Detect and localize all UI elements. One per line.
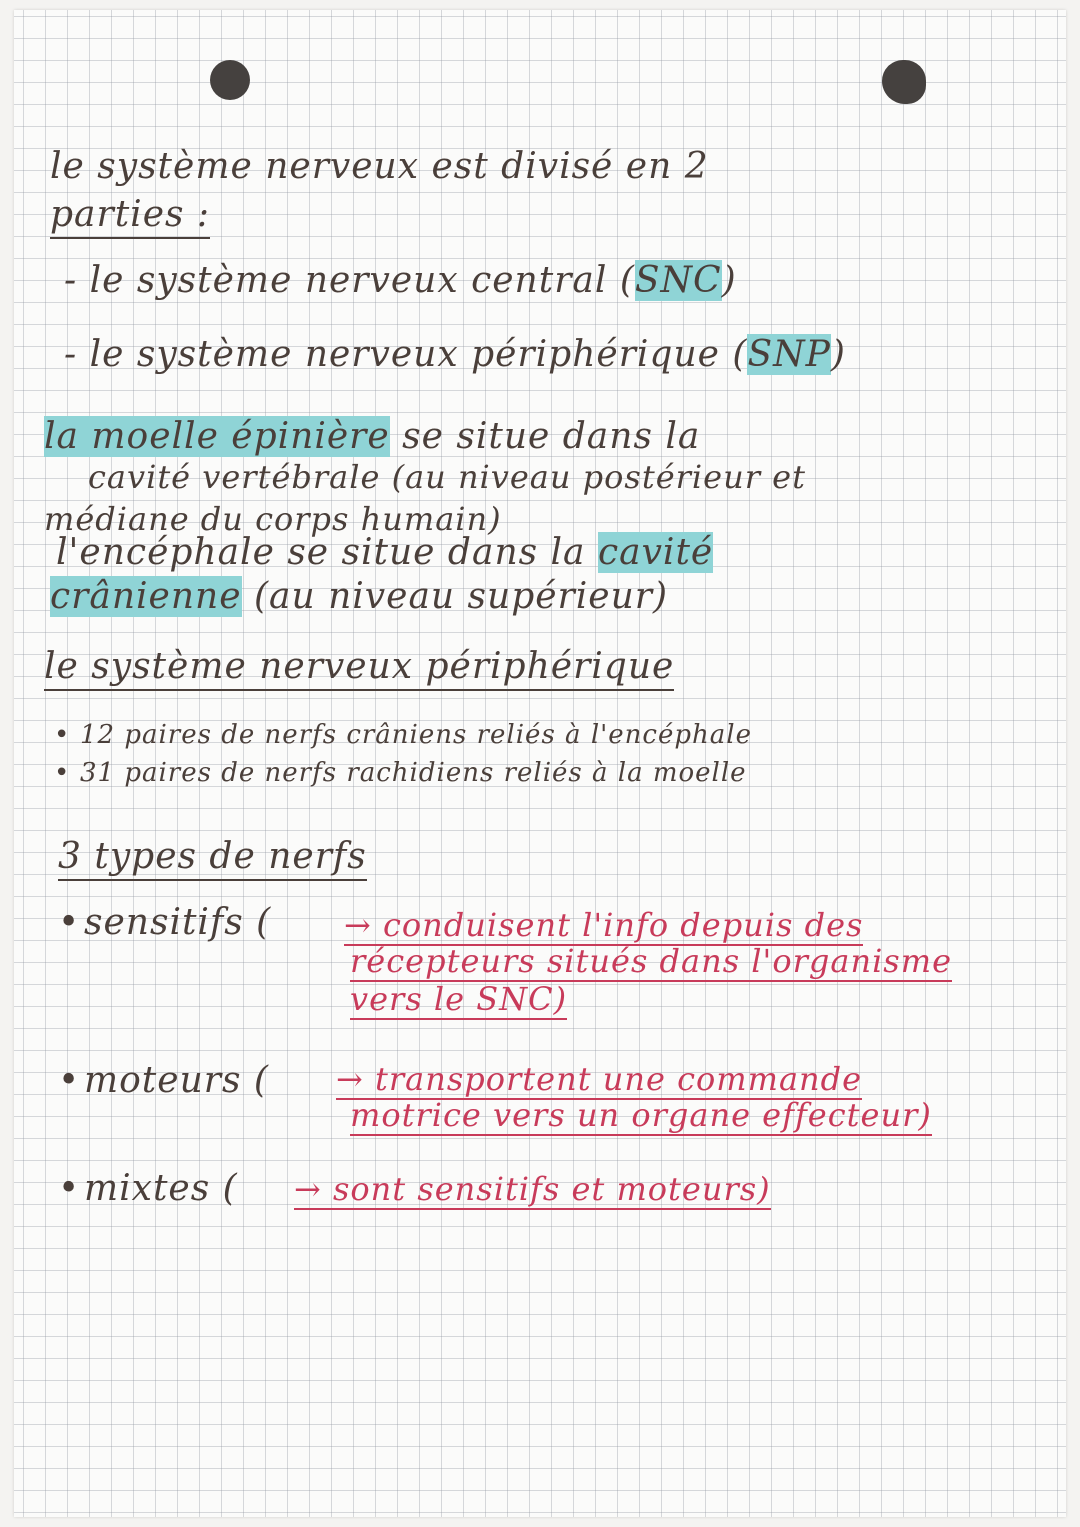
type-sensitifs-desc-2: récepteurs situés dans l'organisme [350, 942, 952, 980]
grid-paper-sheet [14, 10, 1066, 1517]
types-title: 3 types de nerfs [58, 836, 367, 877]
moelle-line2: cavité vertébrale (au niveau postérieur et [88, 458, 806, 496]
snp-title: le système nerveux périphérique [44, 646, 674, 687]
type-moteurs-desc-1: → transportent une commande [336, 1060, 863, 1098]
intro-line1: le système nerveux est divisé en 2 [50, 146, 709, 187]
type-sensitifs-desc-1: → conduisent l'info depuis des [344, 906, 864, 944]
type-sensitifs-name: • sensitifs ( [58, 902, 272, 943]
moelle-line1: la moelle épinière se situe dans la [44, 416, 701, 457]
punch-hole-right [882, 60, 926, 104]
intro-line2: parties : [50, 194, 210, 235]
part-snp: - le système nerveux périphérique (SNP) [64, 334, 846, 375]
type-moteurs-name: • moteurs ( [58, 1060, 269, 1101]
snp-item-1: • 12 paires de nerfs crâniens reliés à l'encéphale [54, 720, 752, 750]
type-mixtes-desc-1: → sont sensitifs et moteurs) [294, 1170, 771, 1208]
type-moteurs-desc-2: motrice vers un organe effecteur) [350, 1096, 932, 1134]
encephale-line1: l'encéphale se situe dans la cavité [56, 532, 714, 573]
snp-item-2: • 31 paires de nerfs rachidiens reliés à la moelle [54, 758, 747, 788]
part-snc: - le système nerveux central (SNC) [64, 260, 737, 301]
moelle-line3: médiane du corps humain) [44, 500, 502, 538]
punch-hole-left [210, 60, 250, 100]
type-sensitifs-desc-3: vers le SNC) [350, 980, 568, 1018]
type-mixtes-name: • mixtes ( [58, 1168, 238, 1209]
encephale-line2: crânienne (au niveau supérieur) [50, 576, 669, 617]
